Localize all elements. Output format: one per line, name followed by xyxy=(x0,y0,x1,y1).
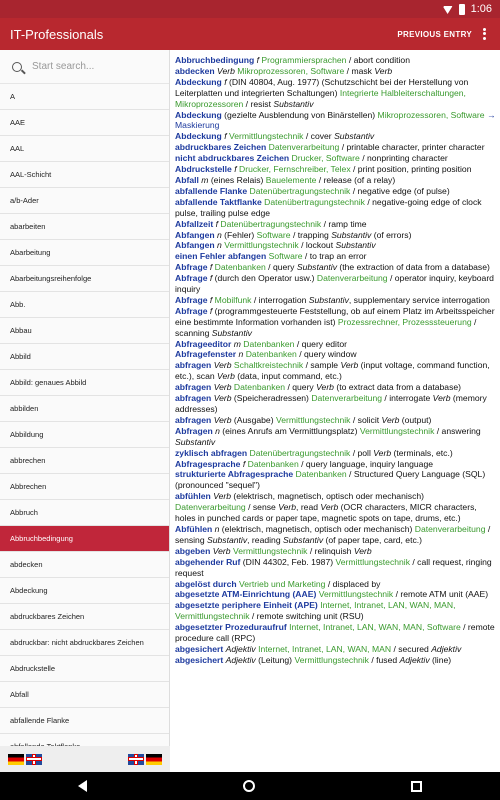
domain-label: Datenbanken xyxy=(245,349,297,360)
domain-label: Internet, Intranet, LAN, WAN, MAN xyxy=(258,643,392,654)
grammar-label: f xyxy=(209,273,213,284)
domain-label: Vertrieb und Marketing xyxy=(239,578,326,589)
entry-text: (terminals, etc.) xyxy=(391,447,453,458)
entry-headword: abgehender Ruf xyxy=(175,556,241,567)
entry-text: (eines Anrufs am Vermittlungsplatz) xyxy=(219,425,360,436)
dictionary-entry xyxy=(175,131,496,142)
entry-text: / relinquish xyxy=(307,545,354,556)
status-time: 1:06 xyxy=(470,3,492,15)
grammar-label: Substantiv xyxy=(308,294,349,305)
dictionary-entry xyxy=(175,349,496,360)
grammar-label: f xyxy=(224,76,227,87)
dictionary-entry xyxy=(175,579,496,590)
dictionary-entry xyxy=(175,110,496,132)
dictionary-entry xyxy=(175,219,496,230)
entry-headword: abfragen xyxy=(175,414,212,425)
grammar-label: n xyxy=(215,425,220,436)
domain-label: Datenverarbeitung xyxy=(268,142,340,153)
entry-text: / cover xyxy=(303,131,335,142)
entry-text: (programmgesteuerte Feststellung, ob auf einem Platz im Arbeitsspeicher eine bestimmte Information vorhanden ist) xyxy=(175,305,495,327)
dictionary-entry xyxy=(175,589,496,600)
domain-label: Mikroprozessoren, Software xyxy=(237,65,345,76)
german-flag-icon xyxy=(146,754,162,765)
entry-text: / sense xyxy=(245,502,279,513)
english-flag-icon xyxy=(128,754,144,765)
grammar-label: n xyxy=(214,523,220,534)
grammar-label: Adjektiv xyxy=(399,654,430,665)
dictionary-entry xyxy=(175,491,496,524)
word-list-item[interactable]: Abbild: genaues Abbild xyxy=(0,370,169,396)
word-list-item[interactable]: abarbeiten xyxy=(0,214,169,240)
entry-text: / Structured Query Language (SQL) (pronounced "sequel") xyxy=(175,469,486,491)
grammar-label: Substantiv xyxy=(211,327,252,338)
grammar-label: Substantiv xyxy=(175,436,216,447)
entry-headword: strukturierte Abfragesprache xyxy=(175,469,294,480)
entry-headword: Abfall xyxy=(175,174,199,185)
entry-text: (Speicheradressen) xyxy=(231,393,312,404)
entry-text: / mask xyxy=(344,65,375,76)
entry-headword: abgeben xyxy=(175,545,211,556)
entry-text: / remote procedure call (RPC) xyxy=(175,622,495,644)
dictionary-entry xyxy=(175,55,496,66)
domain-label: Programmiersprachen xyxy=(261,55,347,65)
grammar-label: Verb xyxy=(213,393,232,404)
entry-headword: abgesichert xyxy=(175,643,224,654)
dictionary-entry xyxy=(175,393,496,415)
entry-text: / solicit xyxy=(350,414,382,425)
app-bar xyxy=(0,18,500,50)
grammar-label: n xyxy=(238,349,244,360)
grammar-label: Verb xyxy=(278,502,297,513)
grammar-label: f xyxy=(209,305,213,316)
entry-text: (eines Relais) xyxy=(208,174,266,185)
system-nav-bar xyxy=(0,772,500,800)
entry-text: (DIN 40804, Aug. 1977) (Schutzschicht bei der Herstellung von Leiterplatten und integrierten Schaltungen) xyxy=(175,76,469,98)
word-list-item[interactable]: Abbrechen xyxy=(0,474,169,500)
entry-text: , reading xyxy=(247,534,283,545)
word-list-item[interactable]: Abbruch xyxy=(0,500,169,526)
entry-headword: Abfragen xyxy=(175,425,213,436)
entry-headword: abfragen xyxy=(175,382,212,393)
domain-label: Vermittlungstechnik xyxy=(359,425,435,436)
dictionary-entry xyxy=(175,469,496,491)
grammar-label: f xyxy=(209,262,213,273)
dictionary-entry xyxy=(175,295,496,306)
grammar-label: Verb xyxy=(212,545,231,556)
entry-text: / call request, ringing request xyxy=(175,556,492,578)
dictionary-entry xyxy=(175,273,496,295)
domain-label: Datenbanken xyxy=(247,458,299,469)
word-list-item[interactable]: abdecken xyxy=(0,552,169,578)
domain-label: Vermittlungstechnik xyxy=(335,556,410,567)
grammar-label: Verb xyxy=(432,393,451,404)
grammar-label: Verb xyxy=(217,65,235,76)
domain-label: Vermittlungstechnik xyxy=(232,545,308,556)
grammar-label: f xyxy=(224,131,227,142)
entry-headword: Abdruckstelle xyxy=(175,164,232,175)
cross-reference-link[interactable]: → Maskierung xyxy=(175,109,496,131)
sidebar xyxy=(0,50,170,772)
dictionary-entry xyxy=(175,655,496,666)
entry-headword: abfühlen xyxy=(175,491,211,502)
entry-text: / remote ATM unit (AAE) xyxy=(393,589,489,600)
entry-headword: abgesetzte periphere Einheit (APE) xyxy=(175,600,318,611)
entry-text: / release (of a relay) xyxy=(316,174,396,185)
grammar-label: f xyxy=(215,218,218,229)
entry-headword: Abfrage xyxy=(175,294,208,305)
word-list-item[interactable]: a/b-Ader xyxy=(0,188,169,214)
entry-text: (durch den Operator usw.) xyxy=(212,273,317,284)
entry-text: / interrogation xyxy=(251,294,309,305)
word-list-item[interactable]: Abbild xyxy=(0,344,169,370)
app-title: IT-Professionals xyxy=(10,26,104,42)
domain-label: Mikroprozessoren, Software xyxy=(377,109,485,120)
dictionary-entry xyxy=(175,426,496,448)
dictionary-entry xyxy=(175,600,496,622)
domain-label: Datenübertragungstechnik xyxy=(249,185,351,196)
domain-label: Drucker, Software xyxy=(291,153,360,164)
entry-text: / displaced by xyxy=(325,578,381,589)
dictionary-entry xyxy=(175,186,496,197)
entry-headword: abfragen xyxy=(175,393,212,404)
dictionary-entry xyxy=(175,77,496,110)
word-list-item[interactable]: A xyxy=(0,84,169,110)
entry-headword: Abfragefenster xyxy=(175,349,237,360)
entry-headword: abdruckbares Zeichen xyxy=(175,142,267,153)
grammar-label: Verb xyxy=(320,502,339,513)
entry-headword: abgesetzter Prozeduraufruf xyxy=(175,622,287,633)
grammar-label: Verb xyxy=(353,545,372,556)
word-list-item[interactable]: abbrechen xyxy=(0,448,169,474)
entry-text: (Ausgabe) xyxy=(231,414,276,425)
entry-text: (output) xyxy=(399,414,432,425)
word-list-item[interactable]: abbilden xyxy=(0,396,169,422)
dictionary-entry xyxy=(175,142,496,153)
entry-text: (input voltage, command function, etc.), scan xyxy=(175,360,490,382)
entry-text: / printable character, printer character xyxy=(339,142,485,153)
domain-label: Datenverarbeitung xyxy=(414,523,486,534)
entry-text: (DIN 44302, Feb. 1987) xyxy=(240,556,336,567)
word-list-item[interactable]: Abbau xyxy=(0,318,169,344)
grammar-label: Verb xyxy=(373,447,392,458)
dictionary-entry xyxy=(175,175,496,186)
language-bar xyxy=(0,746,170,772)
domain-label: Vermittlungstechnik xyxy=(228,131,304,142)
grammar-label: f xyxy=(209,294,213,305)
dictionary-entry xyxy=(175,306,496,339)
entry-headword: Abfangen xyxy=(175,229,215,240)
entry-text: / poll xyxy=(350,447,374,458)
entry-headword: nicht abdruckbares Zeichen xyxy=(175,153,290,164)
search-bar xyxy=(0,50,169,84)
domain-label: Vermittlungstechnik xyxy=(275,414,351,425)
grammar-label: Verb xyxy=(381,414,400,425)
target-language-toggle[interactable] xyxy=(128,754,162,765)
grammar-label: f xyxy=(234,164,237,175)
grammar-label: Verb xyxy=(374,65,393,76)
domain-label: Internet, Intranet, LAN, WAN, MAN, Software xyxy=(289,622,461,633)
domain-label: Vermittlungstechnik xyxy=(224,240,299,251)
grammar-label: Verb xyxy=(316,382,334,393)
dictionary-entry xyxy=(175,164,496,175)
domain-label: Vermittlungstechnik xyxy=(294,654,369,665)
domain-label: Datenverarbeitung xyxy=(316,273,388,284)
dictionary-entry xyxy=(175,415,496,426)
dictionary-entry xyxy=(175,382,496,393)
grammar-label: f xyxy=(256,55,260,65)
entry-headword: Abfrage xyxy=(175,305,208,316)
entry-text: / fused xyxy=(368,654,400,665)
domain-label: Datenübertragungstechnik xyxy=(249,447,351,458)
entry-text: / abort condition xyxy=(346,55,410,65)
entry-text: / query editor xyxy=(294,338,347,349)
entry-text: (gezielte Ausblendung von Binärstellen) xyxy=(221,109,378,120)
grammar-label: m xyxy=(233,338,241,349)
back-icon[interactable] xyxy=(78,780,87,792)
recent-apps-icon[interactable] xyxy=(411,781,422,792)
dictionary-entry xyxy=(175,622,496,644)
status-bar xyxy=(0,0,500,18)
grammar-label: Adjektiv xyxy=(431,643,462,654)
entry-text: / operator inquiry, keyboard inquiry xyxy=(175,273,494,295)
german-flag-icon xyxy=(8,754,24,765)
dictionary-entry xyxy=(175,557,496,579)
entry-text: / query window xyxy=(296,349,357,360)
domain-label: Integrierte Halbleiterschaltungen, Mikroprozessoren xyxy=(175,87,466,109)
entry-headword: Abbruchbedingung xyxy=(175,55,255,65)
entry-headword: abfallende Taktflanke xyxy=(175,196,262,207)
dictionary-entries xyxy=(170,50,500,772)
entry-headword: abfragen xyxy=(175,360,212,371)
entry-headword: Abfragesprache xyxy=(175,458,241,469)
domain-label: Vermittlungstechnik xyxy=(318,589,394,600)
grammar-label: m xyxy=(201,174,209,185)
domain-label: Datenbanken xyxy=(233,382,286,393)
domain-label: Datenbanken xyxy=(295,469,347,480)
domain-label: Datenübertragungstechnik xyxy=(264,196,365,207)
entry-headword: Abfrage xyxy=(175,262,208,273)
dictionary-entry xyxy=(175,459,496,470)
entry-text: / answering xyxy=(434,425,481,436)
grammar-label: Adjektiv xyxy=(225,654,256,665)
grammar-label: Substantiv xyxy=(207,534,248,545)
entry-text: / interrogate xyxy=(382,393,433,404)
grammar-label: Substantiv xyxy=(273,98,314,109)
word-list-item[interactable]: Abb. xyxy=(0,292,169,318)
dictionary-entry xyxy=(175,448,496,459)
domain-label: Software xyxy=(256,229,291,240)
dictionary-entry xyxy=(175,230,496,241)
word-list-item[interactable]: AAL-Schicht xyxy=(0,162,169,188)
home-icon[interactable] xyxy=(243,780,255,792)
entry-text: (the extraction of data from a database) xyxy=(337,262,490,273)
entry-headword: Abfallzeit xyxy=(175,218,214,229)
entry-headword: abgesetzte ATM-Einrichtung (AAE) xyxy=(175,589,317,600)
word-list-item[interactable]: Abbruchbedingung xyxy=(0,526,169,552)
entry-text: / sample xyxy=(303,360,341,371)
entry-headword: abgesichert xyxy=(175,654,224,665)
entry-text: / query xyxy=(265,262,297,273)
entry-text: / query language, inquiry language xyxy=(298,458,434,469)
grammar-label: Substantiv xyxy=(283,534,324,545)
domain-label: Internet, Intranet, LAN, WAN, MAN, Vermittlungstechnik xyxy=(175,600,456,622)
domain-label: Prozessrechner, Prozesssteuerung xyxy=(337,316,472,327)
word-list xyxy=(0,84,169,760)
domain-label: Mobilfunk xyxy=(214,294,252,305)
word-list-item[interactable]: Abdruckstelle xyxy=(0,656,169,682)
word-list-item[interactable]: Abdeckung xyxy=(0,578,169,604)
domain-label: Datenbanken xyxy=(214,262,266,273)
dictionary-entry xyxy=(175,197,496,219)
entry-text: / to trap an error xyxy=(302,251,367,262)
grammar-label: Verb xyxy=(213,414,232,425)
grammar-label: Verb xyxy=(340,360,359,371)
domain-label: Datenübertragungstechnik xyxy=(220,218,322,229)
entry-text: (memory addresses) xyxy=(175,393,487,414)
word-list-item[interactable]: Abfall xyxy=(0,682,169,708)
entry-headword: abfallende Flanke xyxy=(175,185,248,196)
entry-text: / remote switching unit (RSU) xyxy=(249,611,364,622)
english-flag-icon xyxy=(26,754,42,765)
source-language-toggle[interactable] xyxy=(8,754,42,765)
entry-text: (data, input command, etc.) xyxy=(234,371,342,382)
dictionary-entry xyxy=(175,546,496,557)
entry-headword: zyklisch abfragen xyxy=(175,447,248,458)
entry-text: / print position, printing position xyxy=(350,164,472,175)
grammar-label: f xyxy=(242,458,246,469)
grammar-label: n xyxy=(217,229,222,240)
word-list-item[interactable]: abfallende Flanke xyxy=(0,708,169,734)
overflow-menu-icon[interactable] xyxy=(478,27,490,41)
domain-label: Software xyxy=(268,251,303,262)
entry-text: / sensing xyxy=(175,523,491,545)
entry-text: / lockout xyxy=(298,240,336,251)
entry-text: (Fehler) xyxy=(221,229,257,240)
entry-text: / negative edge (of pulse) xyxy=(350,185,450,196)
entry-headword: Abdeckung xyxy=(175,76,222,87)
domain-label: Datenverarbeitung xyxy=(175,502,246,513)
entry-text: (elektrisch, magnetisch, optisch oder mechanisch) xyxy=(231,491,425,502)
entry-text: (OCR characters, MICR characters, holes in punched cards or paper tape, magnetic spots on tape, drums, etc.) xyxy=(175,502,477,524)
entry-text: / secured xyxy=(391,643,432,654)
dictionary-entry xyxy=(175,262,496,273)
search-icon xyxy=(12,62,22,72)
word-list-item[interactable]: Abbildung xyxy=(0,422,169,448)
entry-headword: Abfühlen xyxy=(175,523,213,534)
entry-text: (elektrisch, magnetisch, optisch oder mechanisch) xyxy=(219,523,415,534)
word-list-item[interactable]: Abarbeitungsreihenfolge xyxy=(0,266,169,292)
entry-text: / trapping xyxy=(290,229,332,240)
previous-entry-button[interactable]: PREVIOUS ENTRY xyxy=(397,29,472,39)
entry-text: / resist xyxy=(243,98,274,109)
entry-text: , supplementary service interrogation xyxy=(348,294,490,305)
entry-headword: Abdeckung xyxy=(175,109,222,120)
entry-text: / nonprinting character xyxy=(359,153,448,164)
dictionary-entry xyxy=(175,360,496,382)
entry-text: / negative-going edge of clock pulse, trailing pulse edge xyxy=(175,196,482,218)
domain-label: Datenverarbeitung xyxy=(311,393,383,404)
word-list-item[interactable]: abdruckbares Zeichen xyxy=(0,604,169,630)
grammar-label: Verb xyxy=(213,491,232,502)
entry-headword: Abfangen xyxy=(175,240,215,251)
grammar-label: Substantiv xyxy=(296,262,337,273)
entry-text: (to extract data from a database) xyxy=(333,382,462,393)
entry-text: (line) xyxy=(429,654,452,665)
domain-label: Schaltkreistechnik xyxy=(233,360,304,371)
domain-label: Bauelemente xyxy=(265,174,317,185)
entry-text: (of errors) xyxy=(371,229,412,240)
dictionary-entry xyxy=(175,251,496,262)
grammar-label: n xyxy=(217,240,222,251)
entry-text: (of paper tape, card, etc.) xyxy=(323,534,423,545)
word-list-item[interactable]: AAL xyxy=(0,136,169,162)
entry-text: / ramp time xyxy=(321,218,367,229)
battery-icon xyxy=(459,4,465,15)
grammar-label: Substantiv xyxy=(335,240,376,251)
entry-headword: Abdeckung xyxy=(175,131,222,142)
dictionary-entry xyxy=(175,153,496,164)
grammar-label: Substantiv xyxy=(334,131,375,142)
dictionary-entry xyxy=(175,66,496,77)
entry-headword: Abfrage xyxy=(175,273,208,284)
grammar-label: Verb xyxy=(213,382,232,393)
entry-headword: Abfrageeditor xyxy=(175,338,232,349)
word-list-item[interactable]: abdruckbar: nicht abdruckbares Zeichen xyxy=(0,630,169,656)
dictionary-entry xyxy=(175,339,496,350)
entry-headword: abdecken xyxy=(175,65,215,76)
domain-label: Datenbanken xyxy=(243,338,295,349)
entry-text: , read xyxy=(296,502,321,513)
domain-label: Drucker, Fernschreiber, Telex xyxy=(239,164,351,175)
wifi-icon xyxy=(443,4,453,14)
grammar-label: Verb xyxy=(213,360,232,371)
dictionary-entry xyxy=(175,524,496,546)
entry-text: (Leitung) xyxy=(255,654,295,665)
search-input[interactable] xyxy=(32,61,152,72)
entry-text: / scanning xyxy=(175,316,477,338)
grammar-label: Verb xyxy=(217,371,235,382)
entry-headword: abgelöst durch xyxy=(175,578,237,589)
word-list-item[interactable]: Abarbeitung xyxy=(0,240,169,266)
entry-text: / query xyxy=(285,382,317,393)
dictionary-entry xyxy=(175,644,496,655)
grammar-label: Substantiv xyxy=(331,229,372,240)
entry-headword: einen Fehler abfangen xyxy=(175,251,267,262)
grammar-label: Adjektiv xyxy=(225,643,256,654)
dictionary-entry xyxy=(175,240,496,251)
word-list-item[interactable]: AAE xyxy=(0,110,169,136)
